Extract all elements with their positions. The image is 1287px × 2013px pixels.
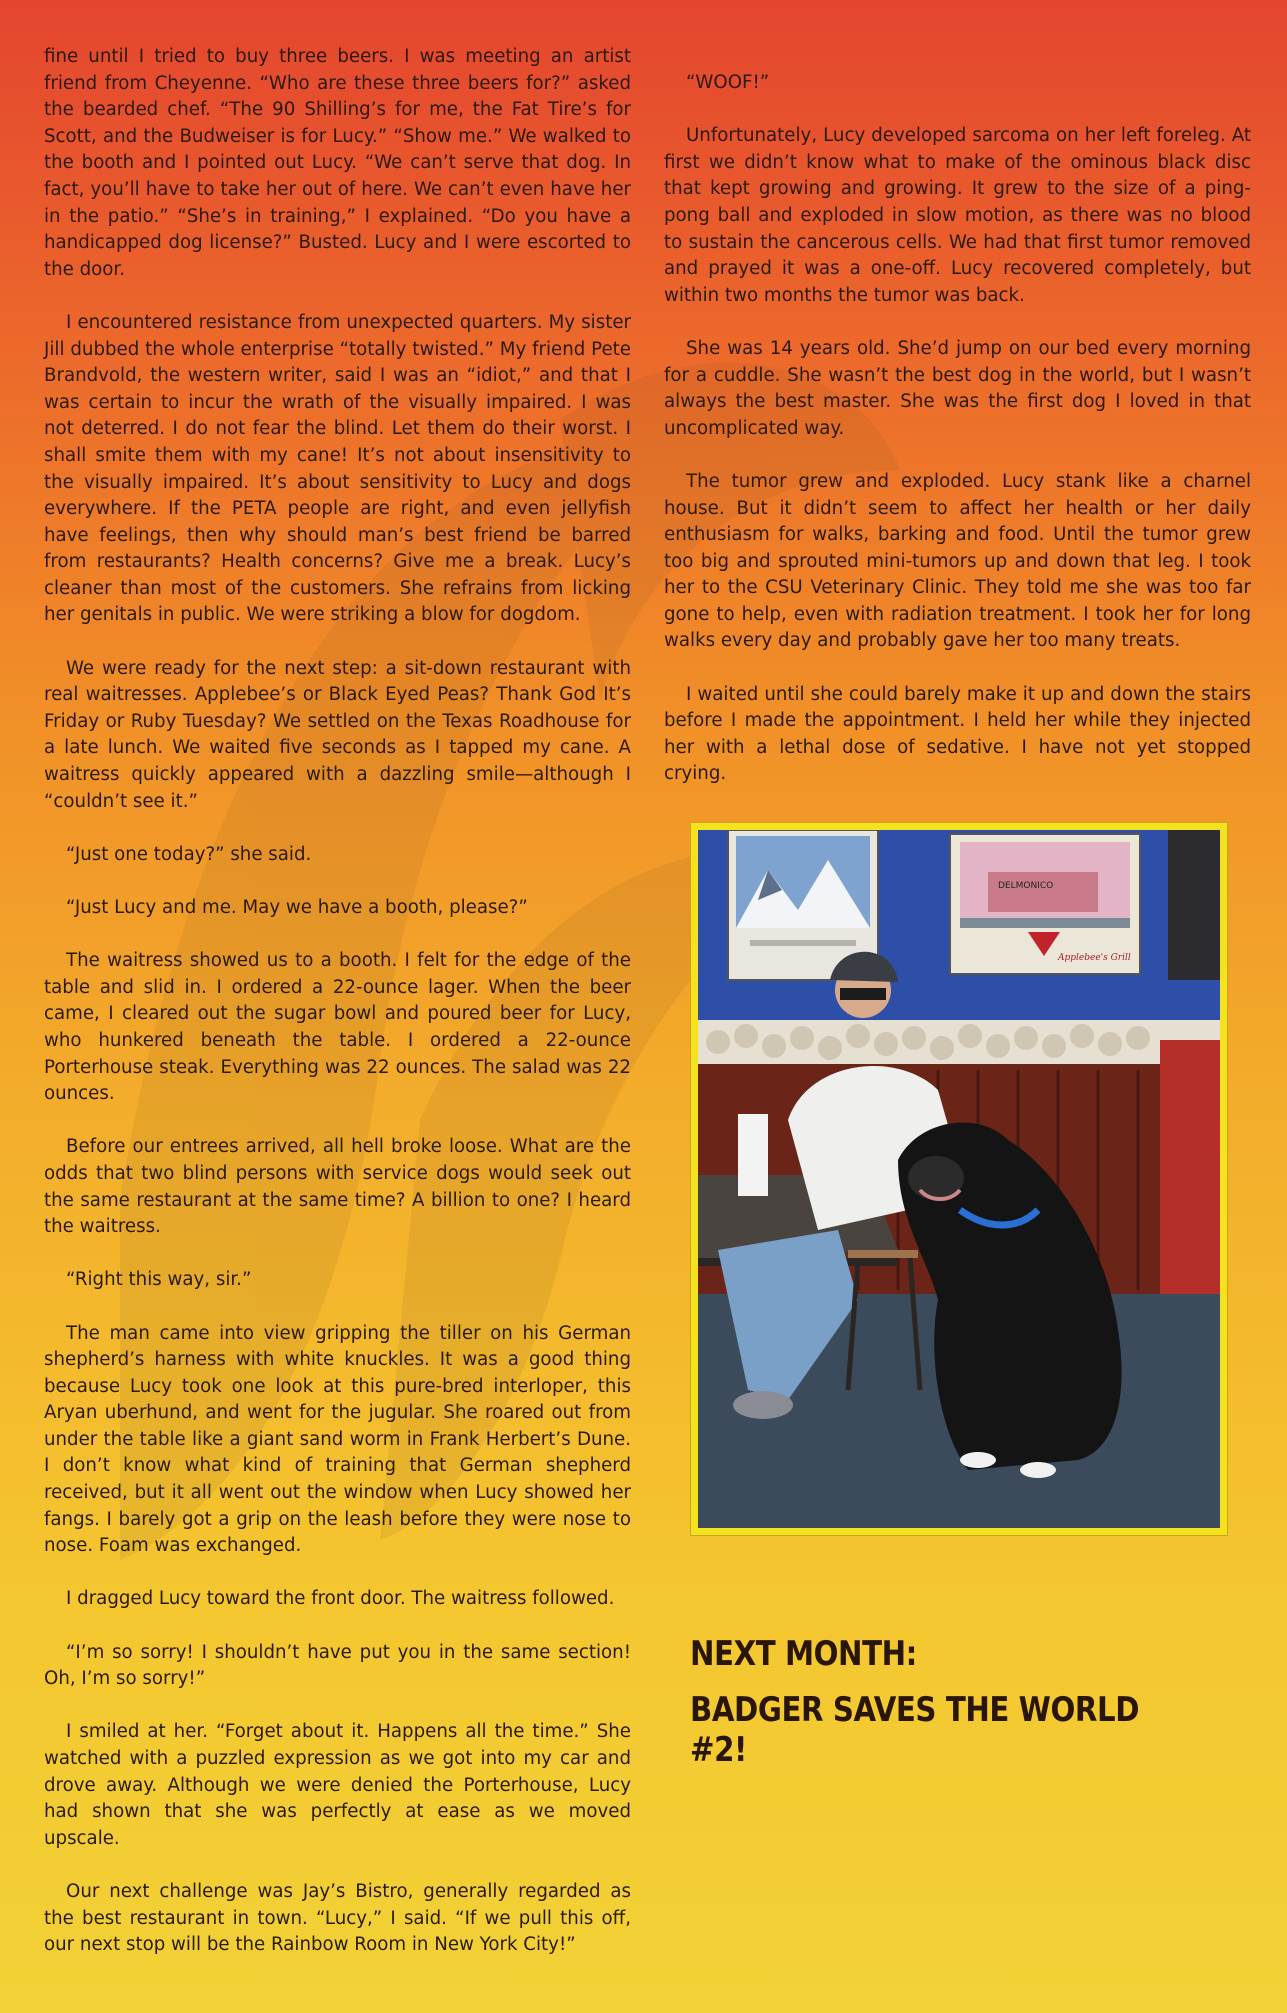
paragraph: The waitress showed us to a booth. I felt for the edge of the table and slid in. I ordered a 22-ounce lager. When the beer came, I cleared out the sugar bowl and poured beer for Lucy, who hunkered beneath the table. I ordered a 22-ounce Porterhouse steak. Everything was 22 ounces. The salad was 22 ounces. (44, 950, 631, 1105)
paragraph: Our next challenge was Jay’s Bistro, generally regarded as the best restaurant in town. “Lucy,” I said. “If we pull this off, our next stop will be the Rainbow Room in New York City!” (44, 1880, 631, 1956)
paragraph: “Right this way, sir.” (66, 1269, 252, 1291)
article-left-column (44, 44, 631, 1985)
paragraph: She was 14 years old. She’d jump on our bed every morning for a cuddle. She wasn’t the best dog in the world, but I wasn’t always the best master. She was the first dog I loved in that uncomplicated way. (664, 337, 1251, 439)
paragraph: The man came into view gripping the tiller on his German shepherd’s harness with white knuckles. It was a good thing because Lucy took one look at this pure-bred interloper, this Aryan uberhund, and went for the jugular. She roared out from under the table like a giant sand worm in Frank Herbert’s Dune. I don’t know what kind of training that German shepherd received, but it all went out the window when Lucy showed her fangs. I barely got a grip on the leash before they were nose to nose. Foam was exchanged. (44, 1322, 631, 1557)
paragraph: “Just one today?” she said. (66, 843, 312, 865)
next-month-title: BADGER SAVES THE WORLD #2! (690, 1690, 1140, 1770)
photo-frame (691, 823, 1227, 1535)
paragraph: We were ready for the next step: a sit-down restaurant with real waitresses. Applebee’s or Black Eyed Peas? Thank God It’s Friday or Ruby Tuesday? We settled on the Texas Roadhouse for a late lunch. We waited five seconds as I tapped my cane. A waitress quickly appeared with a dazzling smile—although I “couldn’t see it.” (44, 657, 631, 812)
paragraph: I dragged Lucy toward the front door. The waitress followed. (66, 1588, 615, 1610)
paragraph: I waited until she could barely make it up and down the stairs before I made the appointment. I held her while they injected her with a lethal dose of sedative. I have not yet stopped crying. (664, 683, 1251, 785)
poster-caption-text: Applebee's Grill (1058, 953, 1131, 963)
poster-sign-text: DELMONICO (998, 881, 1054, 891)
paragraph: I encountered resistance from unexpected quarters. My sister Jill dubbed the whole enterprise “totally twisted.” My friend Pete Brandvold, the western writer, said I was an “idiot,” and that I was certain to incur the wrath of the visually impaired. I was not deterred. I do not fear the blind. Let them do their worst. I shall smite them with my cane! It’s not about insensitivity to the visually impaired. It’s about sensitivity to Lucy and dogs everywhere. If the PETA people are right, and even jellyfish have feelings, then why should man’s best friend be barred from restaurants? Health concerns? Give me a break. Lucy’s cleaner than most of the customers. She refrains from licking her genitals in public. We were striking a blow for dogdom. (44, 311, 631, 626)
paragraph: Before our entrees arrived, all hell broke loose. What are the odds that two blind persons with service dogs would seek out the same restaurant at the same time? A billion to one? I heard the waitress. (44, 1136, 631, 1238)
paragraph: I smiled at her. “Forget about it. Happens all the time.” She watched with a puzzled expression as we got into my car and drove away. Although we were denied the Porterhouse, Lucy had shown that she was perfectly at ease as we moved upscale. (44, 1721, 631, 1849)
paragraph: “I’m so sorry! I shouldn’t have put you in the same section! Oh, I’m so sorry!” (44, 1641, 631, 1690)
article-right-column (664, 70, 1251, 815)
paragraph: The tumor grew and exploded. Lucy stank like a charnel house. But it didn’t seem to affect her health or her daily enthusiasm for walks, barking and food. Until the tumor grew too big and sprouted mini-tumors up and down that leg. I took her to the CSU Veterinary Clinic. They told me she was too far gone to help, even with radiation treatment. I took her for long walks every day and probably gave her too many treats. (664, 470, 1251, 652)
next-month-label: NEXT MONTH: (690, 1634, 917, 1674)
photo-man-with-dog (698, 830, 1220, 1528)
paragraph: “WOOF!” (686, 72, 770, 93)
paragraph: fine until I tried to buy three beers. I was meeting an artist friend from Cheyenne. “Who are these three beers for?” asked the bearded chef. “The 90 Shilling’s for me, the Fat Tire’s for Scott, and the Budweiser is for Lucy.” “Show me.” We walked to the booth and I pointed out Lucy. “We can’t serve that dog. In fact, you’ll have to take her out of here. We can’t even have her in the patio.” “She’s in training,” I explained. “Do you have a handicapped dog license?” Busted. Lucy and I were escorted to the door. (44, 46, 631, 280)
paragraph: “Just Lucy and me. May we have a booth, please?” (66, 897, 528, 918)
paragraph: Unfortunately, Lucy developed sarcoma on her left foreleg. At first we didn’t know what to make of the ominous black disc that kept growing and growing. It grew to the size of a ping-pong ball and exploded in slow motion, as there was no blood to sustain the cancerous cells. We had that first tumor removed and prayed it was a one-off. Lucy recovered completely, but within two months the tumor was back. (664, 125, 1251, 306)
